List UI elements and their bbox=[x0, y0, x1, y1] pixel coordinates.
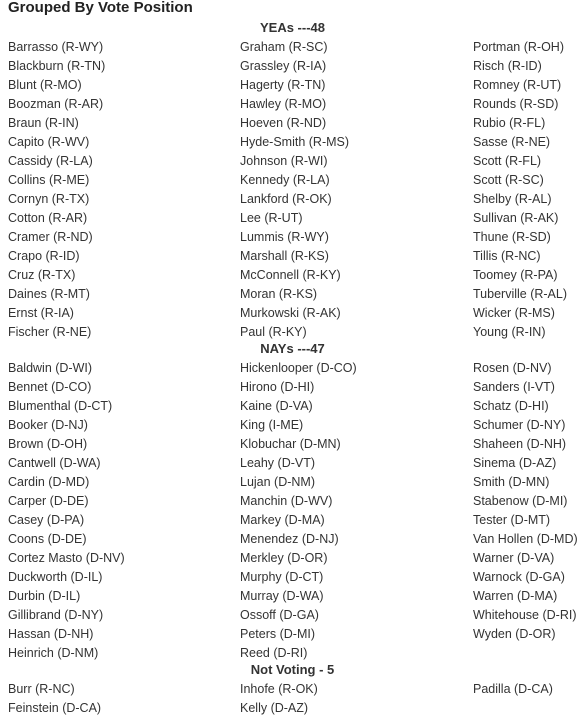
not-voting-column-2 bbox=[240, 680, 318, 718]
nays-column-3 bbox=[473, 359, 578, 644]
senator-name: Menendez (D-NJ) bbox=[240, 532, 339, 546]
senator-name: Sasse (R-NE) bbox=[473, 135, 551, 149]
senator-name: Rosen (D-NV) bbox=[473, 361, 552, 375]
senator-name: Boozman (R-AR) bbox=[8, 97, 104, 111]
senator-name: Lankford (R-OK) bbox=[240, 192, 332, 206]
senator-name: Van Hollen (D-MD) bbox=[473, 532, 578, 546]
senator-name: Duckworth (D-IL) bbox=[8, 570, 103, 584]
senator-name: Cardin (D-MD) bbox=[8, 475, 90, 489]
senator-name: Cramer (R-ND) bbox=[8, 230, 93, 244]
senator-name: Schatz (D-HI) bbox=[473, 399, 549, 413]
senator-name: Shelby (R-AL) bbox=[473, 192, 552, 206]
senator-name: Sanders (I-VT) bbox=[473, 380, 555, 394]
senator-name: Capito (R-WV) bbox=[8, 135, 90, 149]
senator-name: Smith (D-MN) bbox=[473, 475, 550, 489]
senator-name: Scott (R-SC) bbox=[473, 173, 544, 187]
senator-name: Hyde-Smith (R-MS) bbox=[240, 135, 350, 149]
yeas-column-1 bbox=[8, 38, 105, 342]
senator-name: Grassley (R-IA) bbox=[240, 59, 327, 73]
senator-name: Fischer (R-NE) bbox=[8, 325, 92, 339]
senator-name: Whitehouse (D-RI) bbox=[473, 608, 577, 622]
page-title: Grouped By Vote Position bbox=[8, 0, 193, 16]
senator-name: Rubio (R-FL) bbox=[473, 116, 546, 130]
section-heading-not-voting: Not Voting - 5 bbox=[250, 662, 335, 677]
senator-name: Blunt (R-MO) bbox=[8, 78, 82, 92]
nays-column-2 bbox=[240, 359, 357, 663]
senator-name: Markey (D-MA) bbox=[240, 513, 325, 527]
senator-name: Hoeven (R-ND) bbox=[240, 116, 327, 130]
senator-name: Carper (D-DE) bbox=[8, 494, 89, 508]
senator-name: Cassidy (R-LA) bbox=[8, 154, 93, 168]
senator-name: McConnell (R-KY) bbox=[240, 268, 341, 282]
senator-name: Graham (R-SC) bbox=[240, 40, 328, 54]
senator-name: Leahy (D-VT) bbox=[240, 456, 316, 470]
senator-name: Thune (R-SD) bbox=[473, 230, 551, 244]
senator-name: Rounds (R-SD) bbox=[473, 97, 559, 111]
senator-name: Crapo (R-ID) bbox=[8, 249, 80, 263]
senator-name: Cantwell (D-WA) bbox=[8, 456, 101, 470]
senator-name: Reed (D-RI) bbox=[240, 646, 308, 660]
senator-name: Johnson (R-WI) bbox=[240, 154, 328, 168]
senator-name: Shaheen (D-NH) bbox=[473, 437, 567, 451]
senator-name: Sinema (D-AZ) bbox=[473, 456, 557, 470]
senator-name: Moran (R-KS) bbox=[240, 287, 318, 301]
senator-name: Kennedy (R-LA) bbox=[240, 173, 330, 187]
senator-name: Heinrich (D-NM) bbox=[8, 646, 99, 660]
senator-name: Lujan (D-NM) bbox=[240, 475, 316, 489]
senator-name: Hawley (R-MO) bbox=[240, 97, 327, 111]
senator-name: Tester (D-MT) bbox=[473, 513, 551, 527]
senator-name: King (I-ME) bbox=[240, 418, 304, 432]
senator-name: Booker (D-NJ) bbox=[8, 418, 88, 432]
yeas-column-2 bbox=[240, 38, 349, 342]
senator-name: Warnock (D-GA) bbox=[473, 570, 565, 584]
senator-name: Bennet (D-CO) bbox=[8, 380, 92, 394]
senator-name: Cotton (R-AR) bbox=[8, 211, 88, 225]
senator-name: Kelly (D-AZ) bbox=[240, 701, 309, 715]
senator-name: Collins (R-ME) bbox=[8, 173, 90, 187]
senator-name: Daines (R-MT) bbox=[8, 287, 90, 301]
senator-name: Toomey (R-PA) bbox=[473, 268, 558, 282]
senator-name: Barrasso (R-WY) bbox=[8, 40, 104, 54]
senator-name: Murkowski (R-AK) bbox=[240, 306, 341, 320]
senator-name: Paul (R-KY) bbox=[240, 325, 307, 339]
senator-name: Risch (R-ID) bbox=[473, 59, 542, 73]
senator-name: Wicker (R-MS) bbox=[473, 306, 555, 320]
senator-name: Wyden (D-OR) bbox=[473, 627, 556, 641]
senator-name: Hickenlooper (D-CO) bbox=[240, 361, 357, 375]
nays-column-1 bbox=[8, 359, 125, 663]
senator-name: Scott (R-FL) bbox=[473, 154, 542, 168]
senator-name: Manchin (D-WV) bbox=[240, 494, 333, 508]
senator-name: Lee (R-UT) bbox=[240, 211, 303, 225]
senator-name: Braun (R-IN) bbox=[8, 116, 79, 130]
senator-name: Coons (D-DE) bbox=[8, 532, 87, 546]
section-heading-nays: NAYs ---47 bbox=[260, 341, 325, 356]
senator-name: Kaine (D-VA) bbox=[240, 399, 313, 413]
senator-name: Feinstein (D-CA) bbox=[8, 701, 102, 715]
senator-name: Gillibrand (D-NY) bbox=[8, 608, 104, 622]
senator-name: Cruz (R-TX) bbox=[8, 268, 76, 282]
senator-name: Murray (D-WA) bbox=[240, 589, 324, 603]
senator-name: Lummis (R-WY) bbox=[240, 230, 329, 244]
senator-name: Portman (R-OH) bbox=[473, 40, 564, 54]
not-voting-column-3 bbox=[473, 680, 553, 699]
senator-name: Young (R-IN) bbox=[473, 325, 546, 339]
senator-name: Durbin (D-IL) bbox=[8, 589, 81, 603]
senator-name: Cornyn (R-TX) bbox=[8, 192, 90, 206]
senator-name: Blackburn (R-TN) bbox=[8, 59, 106, 73]
senator-name: Burr (R-NC) bbox=[8, 682, 75, 696]
senator-name: Ossoff (D-GA) bbox=[240, 608, 319, 622]
not-voting-column-1 bbox=[8, 680, 101, 718]
senator-name: Tuberville (R-AL) bbox=[473, 287, 568, 301]
senator-name: Cortez Masto (D-NV) bbox=[8, 551, 125, 565]
senator-name: Hirono (D-HI) bbox=[240, 380, 315, 394]
senator-name: Tillis (R-NC) bbox=[473, 249, 541, 263]
senator-name: Inhofe (R-OK) bbox=[240, 682, 318, 696]
senator-name: Casey (D-PA) bbox=[8, 513, 85, 527]
senator-name: Sullivan (R-AK) bbox=[473, 211, 559, 225]
senator-name: Stabenow (D-MI) bbox=[473, 494, 568, 508]
senator-name: Padilla (D-CA) bbox=[473, 682, 553, 696]
senator-name: Hagerty (R-TN) bbox=[240, 78, 326, 92]
senator-name: Warner (D-VA) bbox=[473, 551, 555, 565]
senator-name: Baldwin (D-WI) bbox=[8, 361, 93, 375]
senator-name: Peters (D-MI) bbox=[240, 627, 315, 641]
senator-name: Marshall (R-KS) bbox=[240, 249, 329, 263]
senator-name: Warren (D-MA) bbox=[473, 589, 558, 603]
senator-name: Schumer (D-NY) bbox=[473, 418, 566, 432]
senator-name: Murphy (D-CT) bbox=[240, 570, 324, 584]
senator-name: Romney (R-UT) bbox=[473, 78, 562, 92]
yeas-column-3 bbox=[473, 38, 567, 342]
section-heading-yeas: YEAs ---48 bbox=[259, 20, 326, 35]
senator-name: Blumenthal (D-CT) bbox=[8, 399, 113, 413]
senator-name: Brown (D-OH) bbox=[8, 437, 88, 451]
senator-name: Ernst (R-IA) bbox=[8, 306, 74, 320]
senator-name: Hassan (D-NH) bbox=[8, 627, 94, 641]
senator-name: Klobuchar (D-MN) bbox=[240, 437, 341, 451]
senator-name: Merkley (D-OR) bbox=[240, 551, 328, 565]
